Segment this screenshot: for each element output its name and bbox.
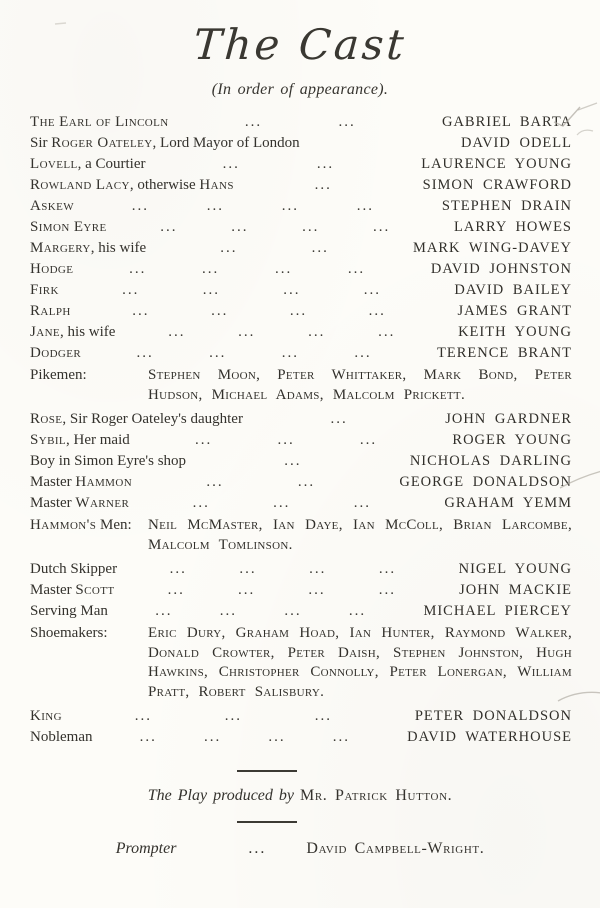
page-title: The Cast — [191, 20, 409, 69]
role-plain-text: , his wife — [90, 240, 147, 256]
role-plain-text: , his wife — [60, 324, 116, 340]
leader-dots — [62, 706, 405, 727]
dot-group: ... — [281, 345, 299, 361]
dot-group: ... — [244, 114, 263, 130]
dot-group: ... — [220, 240, 238, 256]
cast-row — [30, 706, 572, 727]
cast-role — [30, 175, 234, 196]
cast-actor-name: TERENCE BRANT — [436, 345, 572, 361]
dot-group: ... — [155, 603, 173, 619]
dot-group: ... — [314, 708, 333, 724]
cast-role — [30, 301, 71, 322]
cast-list — [30, 112, 572, 748]
dot-group: ... — [308, 582, 326, 598]
leader-dots — [107, 217, 444, 238]
cast-row — [30, 580, 572, 601]
dot-group: ... — [302, 219, 320, 235]
leader-dots — [117, 559, 449, 580]
dot-group: ... — [378, 582, 396, 598]
cast-role — [30, 601, 108, 622]
cast-row — [30, 280, 572, 301]
role-smallcaps-text: Simon Eyre — [30, 219, 107, 235]
cast-row — [30, 430, 572, 451]
cast-row — [30, 451, 572, 472]
role-plain-text: Boy in Simon Eyre's shop — [30, 453, 187, 469]
cast-row — [30, 133, 572, 154]
cast-row — [30, 472, 572, 493]
cast-role — [30, 472, 132, 493]
cast-role — [30, 343, 81, 364]
role-smallcaps-text: The Earl of Lincoln — [30, 114, 169, 130]
role-plain-text: , Sir Roger Oateley's daughter — [62, 411, 243, 427]
leader-dots — [129, 493, 434, 514]
role-smallcaps-text: Rowland Lacy — [30, 177, 130, 193]
cast-row — [30, 259, 572, 280]
produced-by-line — [0, 787, 600, 805]
role-plain-text: Shoemakers: — [30, 625, 108, 641]
cast-row — [30, 559, 572, 580]
dot-group: ... — [129, 261, 147, 277]
cast-role — [30, 409, 243, 430]
role-plain-text: Serving Man — [30, 603, 108, 619]
dot-group: ... — [281, 198, 299, 214]
dot-group: ... — [274, 261, 293, 277]
dot-group: ... — [363, 282, 382, 298]
dot-group: ... — [284, 453, 302, 469]
role-smallcaps-text: Margery — [30, 240, 91, 256]
cast-row — [30, 175, 572, 196]
cast-role — [30, 580, 114, 601]
dot-group: ... — [132, 303, 150, 319]
cast-actor-name: GEORGE DONALDSON — [399, 474, 572, 490]
role-plain-text: Nobleman — [30, 729, 93, 745]
cast-actor-name: MICHAEL PIERCEY — [423, 603, 572, 619]
cast-group-row — [30, 624, 572, 702]
role-plain-text: Master — [30, 474, 76, 490]
cast-row — [30, 238, 572, 259]
leader-dots — [108, 601, 414, 622]
cast-group-row — [30, 516, 572, 555]
cast-row — [30, 154, 572, 175]
cast-actor-name: JOHN GARDNER — [445, 411, 572, 427]
cast-actor-name: GABRIEL BARTA — [441, 114, 572, 130]
role-plain-text: Master — [30, 495, 76, 511]
dot-group: ... — [332, 729, 350, 745]
dot-group: ... — [209, 345, 227, 361]
cast-actor-name: LAURENCE YOUNG — [421, 156, 572, 172]
cast-actor-name: SIMON CRAWFORD — [422, 177, 572, 193]
role-smallcaps-text: Dodger — [30, 345, 82, 361]
dot-group: ... — [239, 561, 257, 577]
dot-group: ... — [202, 261, 220, 277]
cast-actor-name: JOHN MACKIE — [459, 582, 572, 598]
cast-group-row — [30, 366, 572, 405]
cast-actor-name: STEPHEN DRAIN — [441, 198, 572, 214]
dot-group: ... — [237, 582, 256, 598]
cast-role — [30, 451, 186, 472]
leader-dots — [114, 580, 449, 601]
role-plain-text: , Her maid — [66, 432, 130, 448]
dot-group: ... — [202, 282, 220, 298]
role-plain-text: Pikemen: — [30, 367, 87, 383]
cast-role — [30, 217, 107, 238]
group-members: Stephen Moon, Peter Whittaker, Mark Bond, Peter Hudson, Michael Adams, Malcolm Prickett. — [148, 367, 572, 403]
cast-role — [30, 493, 129, 514]
role-smallcaps-text: Hodge — [30, 261, 74, 277]
page-footer — [0, 770, 600, 858]
cast-role — [30, 133, 300, 154]
cast-role — [30, 322, 115, 343]
dot-group: ... — [289, 303, 308, 319]
leader-dots — [186, 451, 400, 472]
cast-actor-name: LARRY HOWES — [454, 219, 572, 235]
dot-group: ... — [168, 324, 186, 340]
leader-dots — [81, 343, 427, 364]
produced-by-prefix: The Play produced by — [147, 787, 301, 804]
cast-actor-name: DAVID WATERHOUSE — [407, 729, 572, 745]
role-plain-text: , otherwise — [129, 177, 200, 193]
leader-dots — [130, 430, 443, 451]
role-plain-text: Sir — [30, 135, 52, 151]
dot-group: ... — [330, 411, 348, 427]
dot-group: ... — [348, 603, 367, 619]
cast-row — [30, 196, 572, 217]
group-members: Neil McMaster, Ian Daye, Ian McColl, Brian Larcombe, Malcolm Tomlinson. — [148, 517, 572, 553]
leader-dots — [146, 154, 412, 175]
leader-dots — [92, 727, 397, 748]
leader-dots — [73, 259, 420, 280]
dot-group: ... — [297, 474, 316, 490]
leader-dots — [59, 280, 444, 301]
dot-group: ... — [277, 432, 295, 448]
pencil-squiggle-mark — [576, 126, 596, 138]
cast-role — [30, 280, 59, 301]
dot-group: ... — [359, 432, 378, 448]
dot-group: ... — [160, 219, 178, 235]
dot-group: ... — [238, 324, 256, 340]
dot-group: ... — [194, 432, 213, 448]
dot-group: ... — [222, 156, 240, 172]
dot-group: ... — [283, 282, 301, 298]
group-label — [30, 516, 148, 536]
producer-name: Mr. Patrick Hutton. — [300, 787, 453, 804]
cast-actor-name: DAVID JOHNSTON — [430, 261, 572, 277]
role-smallcaps-text: Firk — [30, 282, 59, 298]
cast-actor-name: ROGER YOUNG — [452, 432, 572, 448]
cast-actor-name: PETER DONALDSON — [414, 708, 572, 724]
dot-group: ... — [338, 114, 356, 130]
cast-actor-name: KEITH YOUNG — [458, 324, 572, 340]
dot-group: ... — [206, 474, 224, 490]
role-smallcaps-text: Ralph — [30, 303, 71, 319]
cast-row — [30, 343, 572, 364]
cast-actor-name: NIGEL YOUNG — [458, 561, 572, 577]
dot-group: ... — [131, 198, 149, 214]
role-smallcaps-text: Lovell — [30, 156, 78, 172]
leader-dots — [169, 112, 432, 133]
dot-group: ... — [311, 240, 329, 256]
dot-group: ... — [373, 219, 391, 235]
group-label — [30, 366, 148, 386]
cast-role — [30, 706, 62, 727]
cast-actor-name: JAMES GRANT — [457, 303, 572, 319]
dot-group: ... — [167, 582, 185, 598]
role-smallcaps-text: Roger Oateley — [51, 135, 153, 151]
prompter-label: Prompter — [115, 840, 177, 857]
cast-row — [30, 601, 572, 622]
role-smallcaps-text: Hammon's — [30, 517, 97, 533]
cast-actor-name: GRAHAM YEMM — [444, 495, 572, 511]
page-header — [0, 0, 600, 99]
role-plain-text: , Lord Mayor of London — [152, 135, 300, 151]
dot-group: ... — [378, 561, 397, 577]
dot-group: ... — [268, 729, 286, 745]
role-smallcaps-text: Sybil — [30, 432, 67, 448]
dot-group: ... — [122, 282, 140, 298]
dot-group: ... — [314, 177, 332, 193]
cast-actor-name: NICHOLAS DARLING — [409, 453, 572, 469]
cast-role — [30, 259, 73, 280]
cast-row — [30, 322, 572, 343]
prompter-line — [0, 840, 600, 858]
leader-dots — [74, 196, 432, 217]
role-plain-text: Master — [30, 582, 76, 598]
cast-role — [30, 559, 117, 580]
cast-row — [30, 409, 572, 430]
divider-rule — [237, 770, 297, 772]
dot-group: ... — [347, 261, 366, 277]
dot-group: ... — [353, 495, 371, 511]
leader-dots — [243, 409, 435, 430]
cast-row — [30, 727, 572, 748]
cast-actor-name: DAVID BAILEY — [454, 282, 572, 298]
cast-row — [30, 217, 572, 238]
role-smallcaps-text: King — [30, 708, 62, 724]
role-smallcaps-text: Warner — [75, 495, 130, 511]
leader-dots — [234, 175, 413, 196]
dot-group: ... — [219, 603, 238, 619]
prompter-name: David Campbell-Wright. — [306, 840, 485, 857]
role-plain-text: , a Courtier — [77, 156, 146, 172]
page-subtitle: (In order of appearance). — [211, 81, 389, 98]
cast-role — [30, 112, 169, 133]
dot-group: ... — [273, 495, 291, 511]
dot-group: ... — [354, 345, 372, 361]
cast-role — [30, 154, 146, 175]
dot-group: ... — [309, 561, 327, 577]
leader-dots — [115, 322, 448, 343]
dot-group: ... — [308, 324, 326, 340]
leader-dots — [146, 238, 403, 259]
dot-group: ... — [231, 219, 249, 235]
role-smallcaps-text: Jane — [30, 324, 61, 340]
divider-rule — [237, 821, 297, 823]
role-smallcaps-text: Scott — [75, 582, 115, 598]
cast-role — [30, 238, 146, 259]
dot-group: ... — [378, 324, 396, 340]
role-smallcaps-text: Rose — [30, 411, 63, 427]
role-smallcaps-text: Askew — [30, 198, 74, 214]
dot-group: ... — [206, 198, 224, 214]
role-plain-text: Men: — [96, 517, 132, 533]
leader-dots — [132, 472, 389, 493]
cast-role — [30, 727, 92, 748]
dot-group: ... — [211, 303, 229, 319]
dot-group: ... — [169, 561, 187, 577]
cast-actor-name: MARK WING-DAVEY — [412, 240, 572, 256]
dot-group: ... — [368, 303, 386, 319]
dot-group: ... — [136, 345, 154, 361]
dot-group: ... — [134, 708, 152, 724]
group-members: Eric Dury, Graham Hoad, Ian Hunter, Raymond Walker, Donald Crowter, Peter Daish, Stephen Johnston, Hugh Hawkins, Christopher Connolly, Peter Lonergan, William Pratt, Robert Salisbury. — [148, 625, 572, 700]
cast-row — [30, 493, 572, 514]
dot-group: ... — [284, 603, 302, 619]
dot-group: ... — [356, 198, 374, 214]
dot-group: ... — [203, 729, 222, 745]
dot-group: ... — [192, 495, 210, 511]
dot-group: ... — [316, 156, 335, 172]
dot-group: ... — [139, 729, 157, 745]
cast-role — [30, 196, 74, 217]
cast-role — [30, 430, 130, 451]
leader-dots: ... — [248, 840, 267, 857]
cast-actor-name: DAVID ODELL — [461, 135, 572, 151]
cast-row — [30, 112, 572, 133]
dot-group: ... — [224, 708, 243, 724]
role-smallcaps-text: Hammon — [75, 474, 133, 490]
role-smallcaps-text: Hans — [199, 177, 234, 193]
cast-row — [30, 301, 572, 322]
role-plain-text: Dutch Skipper — [30, 561, 118, 577]
leader-dots — [71, 301, 448, 322]
group-label — [30, 624, 148, 644]
